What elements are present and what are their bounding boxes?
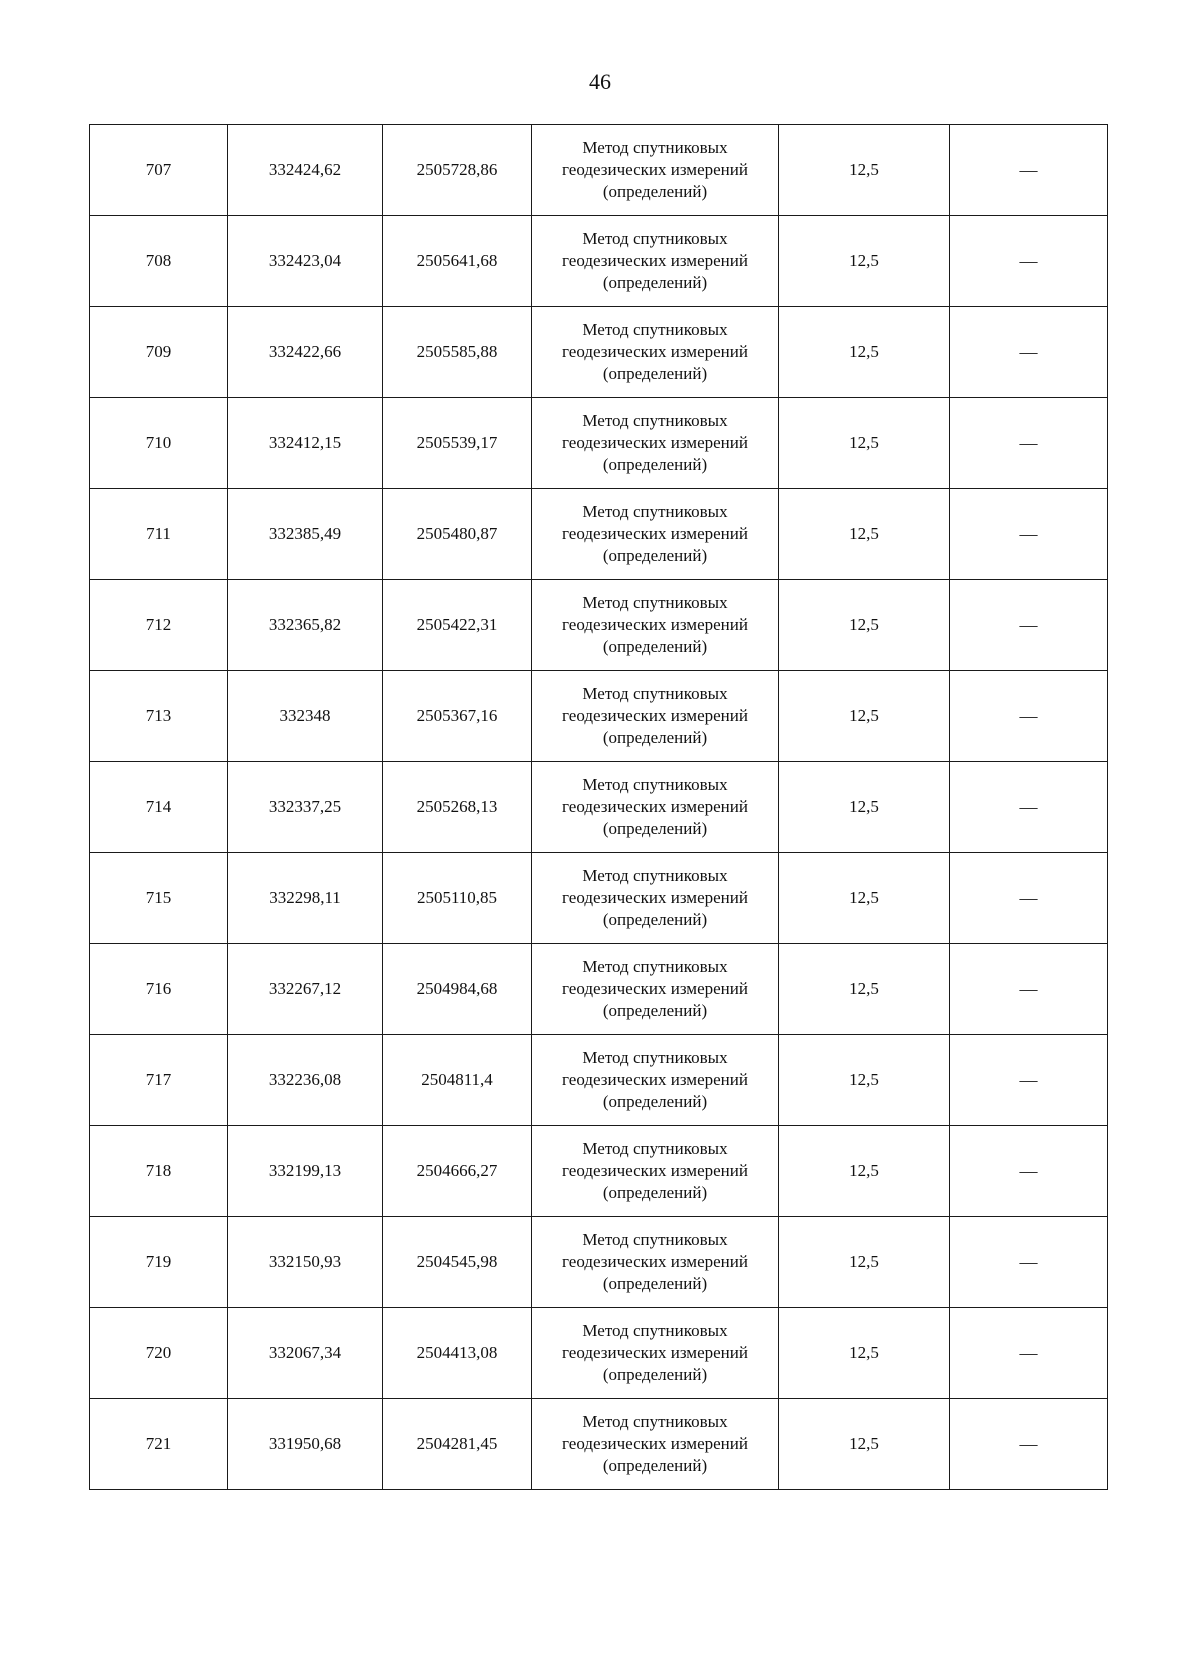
y-coordinate-cell: 2505480,87: [383, 489, 532, 580]
y-coordinate-cell: 2505585,88: [383, 307, 532, 398]
method-cell: [532, 489, 779, 580]
x-coordinate-cell: 332422,66: [228, 307, 383, 398]
method-line: геодезических измерений: [562, 1343, 748, 1362]
y-coordinate-cell: 2504545,98: [383, 1217, 532, 1308]
method-cell: [532, 853, 779, 944]
point-number-cell: 715: [90, 853, 228, 944]
table-row: [90, 580, 1108, 671]
method-line: геодезических измерений: [562, 797, 748, 816]
x-coordinate-cell: 332267,12: [228, 944, 383, 1035]
method-line: (определений): [602, 364, 708, 383]
x-coordinate-cell: 332337,25: [228, 762, 383, 853]
y-coordinate-cell: 2505641,68: [383, 216, 532, 307]
accuracy-cell: 12,5: [779, 580, 950, 671]
note-cell: —: [950, 853, 1108, 944]
method-cell: [532, 944, 779, 1035]
method-cell: [532, 1126, 779, 1217]
table-row: [90, 853, 1108, 944]
method-line: (определений): [602, 910, 708, 929]
note-cell: —: [950, 1308, 1108, 1399]
method-line: геодезических измерений: [562, 1252, 748, 1271]
method-line: геодезических измерений: [562, 433, 748, 452]
table-row: [90, 216, 1108, 307]
method-line: Метод спутниковых: [582, 1048, 728, 1067]
y-coordinate-cell: 2505539,17: [383, 398, 532, 489]
point-number-cell: 708: [90, 216, 228, 307]
method-line: Метод спутниковых: [582, 1321, 728, 1340]
accuracy-cell: 12,5: [779, 853, 950, 944]
method-line: (определений): [602, 728, 708, 747]
accuracy-cell: 12,5: [779, 1126, 950, 1217]
table-row: [90, 1035, 1108, 1126]
method-line: геодезических измерений: [562, 251, 748, 270]
method-line: (определений): [602, 1274, 708, 1293]
point-number-cell: 711: [90, 489, 228, 580]
point-number-cell: 716: [90, 944, 228, 1035]
x-coordinate-cell: 332150,93: [228, 1217, 383, 1308]
table-row: [90, 398, 1108, 489]
method-line: геодезических измерений: [562, 1070, 748, 1089]
x-coordinate-cell: 332365,82: [228, 580, 383, 671]
method-line: геодезических измерений: [562, 342, 748, 361]
x-coordinate-cell: 331950,68: [228, 1399, 383, 1490]
y-coordinate-cell: 2504811,4: [383, 1035, 532, 1126]
table-row: [90, 125, 1108, 216]
y-coordinate-cell: 2504984,68: [383, 944, 532, 1035]
method-line: (определений): [602, 1183, 708, 1202]
method-line: Метод спутниковых: [582, 502, 728, 521]
accuracy-cell: 12,5: [779, 1399, 950, 1490]
y-coordinate-cell: 2505367,16: [383, 671, 532, 762]
method-line: геодезических измерений: [562, 160, 748, 179]
point-number-cell: 714: [90, 762, 228, 853]
table-row: [90, 1126, 1108, 1217]
x-coordinate-cell: 332423,04: [228, 216, 383, 307]
x-coordinate-cell: 332236,08: [228, 1035, 383, 1126]
method-cell: [532, 1035, 779, 1126]
x-coordinate-cell: 332412,15: [228, 398, 383, 489]
method-cell: [532, 125, 779, 216]
y-coordinate-cell: 2505110,85: [383, 853, 532, 944]
table-row: [90, 1217, 1108, 1308]
note-cell: —: [950, 1217, 1108, 1308]
table-row: [90, 489, 1108, 580]
point-number-cell: 712: [90, 580, 228, 671]
point-number-cell: 707: [90, 125, 228, 216]
method-line: Метод спутниковых: [582, 593, 728, 612]
method-line: геодезических измерений: [562, 524, 748, 543]
y-coordinate-cell: 2504666,27: [383, 1126, 532, 1217]
method-line: (определений): [602, 273, 708, 292]
table-row: [90, 671, 1108, 762]
note-cell: —: [950, 580, 1108, 671]
method-line: (определений): [602, 1092, 708, 1111]
accuracy-cell: 12,5: [779, 307, 950, 398]
x-coordinate-cell: 332348: [228, 671, 383, 762]
method-line: геодезических измерений: [562, 979, 748, 998]
accuracy-cell: 12,5: [779, 216, 950, 307]
x-coordinate-cell: 332424,62: [228, 125, 383, 216]
table-row: [90, 944, 1108, 1035]
y-coordinate-cell: 2504413,08: [383, 1308, 532, 1399]
method-line: (определений): [602, 637, 708, 656]
x-coordinate-cell: 332199,13: [228, 1126, 383, 1217]
x-coordinate-cell: 332385,49: [228, 489, 383, 580]
accuracy-cell: 12,5: [779, 1308, 950, 1399]
accuracy-cell: 12,5: [779, 1035, 950, 1126]
note-cell: —: [950, 1126, 1108, 1217]
point-number-cell: 719: [90, 1217, 228, 1308]
table-row: [90, 307, 1108, 398]
note-cell: —: [950, 1035, 1108, 1126]
method-line: (определений): [602, 546, 708, 565]
method-line: Метод спутниковых: [582, 957, 728, 976]
x-coordinate-cell: 332298,11: [228, 853, 383, 944]
accuracy-cell: 12,5: [779, 1217, 950, 1308]
point-number-cell: 720: [90, 1308, 228, 1399]
coordinates-table-body: [90, 125, 1108, 1490]
method-cell: [532, 1217, 779, 1308]
method-cell: [532, 307, 779, 398]
method-cell: [532, 216, 779, 307]
x-coordinate-cell: 332067,34: [228, 1308, 383, 1399]
table-row: [90, 1308, 1108, 1399]
method-line: геодезических измерений: [562, 888, 748, 907]
note-cell: —: [950, 307, 1108, 398]
accuracy-cell: 12,5: [779, 125, 950, 216]
note-cell: —: [950, 762, 1108, 853]
method-line: геодезических измерений: [562, 1434, 748, 1453]
note-cell: —: [950, 944, 1108, 1035]
y-coordinate-cell: 2505422,31: [383, 580, 532, 671]
method-line: (определений): [602, 819, 708, 838]
method-line: геодезических измерений: [562, 615, 748, 634]
note-cell: —: [950, 1399, 1108, 1490]
method-line: (определений): [602, 455, 708, 474]
method-cell: [532, 580, 779, 671]
page-number: 46: [589, 69, 611, 94]
method-line: Метод спутниковых: [582, 1230, 728, 1249]
method-line: Метод спутниковых: [582, 684, 728, 703]
point-number-cell: 710: [90, 398, 228, 489]
method-line: Метод спутниковых: [582, 138, 728, 157]
accuracy-cell: 12,5: [779, 671, 950, 762]
method-line: (определений): [602, 1365, 708, 1384]
method-line: Метод спутниковых: [582, 320, 728, 339]
point-number-cell: 713: [90, 671, 228, 762]
method-cell: [532, 398, 779, 489]
table-row: [90, 762, 1108, 853]
table-row: [90, 1399, 1108, 1490]
method-line: Метод спутниковых: [582, 1412, 728, 1431]
point-number-cell: 718: [90, 1126, 228, 1217]
point-number-cell: 717: [90, 1035, 228, 1126]
accuracy-cell: 12,5: [779, 762, 950, 853]
accuracy-cell: 12,5: [779, 944, 950, 1035]
y-coordinate-cell: 2505268,13: [383, 762, 532, 853]
y-coordinate-cell: 2504281,45: [383, 1399, 532, 1490]
coordinates-table: [89, 124, 1108, 1490]
note-cell: —: [950, 125, 1108, 216]
method-cell: [532, 762, 779, 853]
method-line: (определений): [602, 1456, 708, 1475]
method-cell: [532, 671, 779, 762]
method-line: геодезических измерений: [562, 1161, 748, 1180]
note-cell: —: [950, 398, 1108, 489]
accuracy-cell: 12,5: [779, 489, 950, 580]
method-line: Метод спутниковых: [582, 866, 728, 885]
method-cell: [532, 1399, 779, 1490]
method-line: (определений): [602, 1001, 708, 1020]
method-cell: [532, 1308, 779, 1399]
y-coordinate-cell: 2505728,86: [383, 125, 532, 216]
point-number-cell: 721: [90, 1399, 228, 1490]
method-line: Метод спутниковых: [582, 411, 728, 430]
note-cell: —: [950, 489, 1108, 580]
note-cell: —: [950, 216, 1108, 307]
accuracy-cell: 12,5: [779, 398, 950, 489]
method-line: Метод спутниковых: [582, 1139, 728, 1158]
note-cell: —: [950, 671, 1108, 762]
method-line: (определений): [602, 182, 708, 201]
method-line: Метод спутниковых: [582, 775, 728, 794]
method-line: Метод спутниковых: [582, 229, 728, 248]
point-number-cell: 709: [90, 307, 228, 398]
method-line: геодезических измерений: [562, 706, 748, 725]
